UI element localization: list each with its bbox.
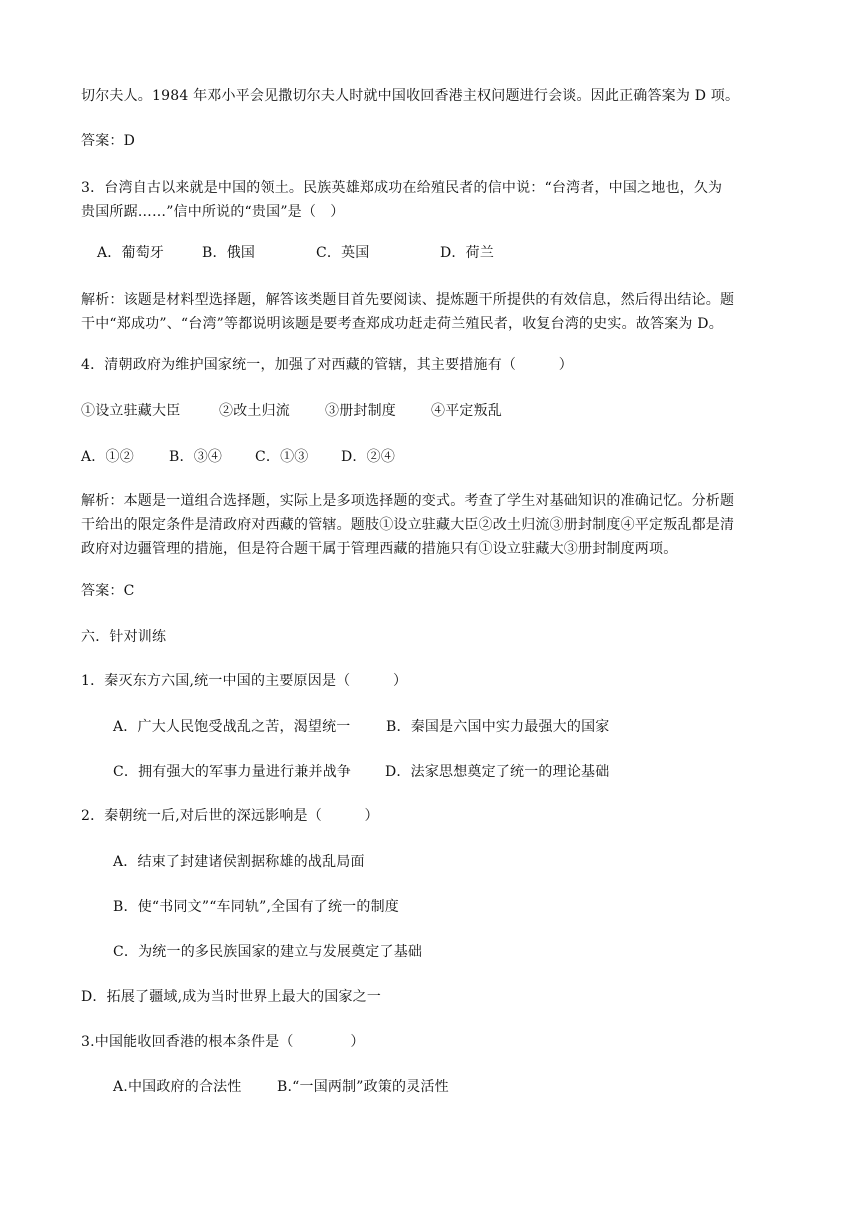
q4-options [81,446,395,468]
q4-analysis-line3: 政府对边疆管理的措施，但是符合题干属于管理西藏的措施只有①设立驻藏大③册封制度两项。 [81,541,678,557]
practice-3-options [113,1076,449,1098]
q3-option-c: C．英国 [316,245,370,261]
q4-option-b: B．③④ [169,449,223,465]
q4-stem: 4．清朝政府为维护国家统一，加强了对西藏的管辖，其主要措施有（ ） [81,357,573,373]
q4-item-2: ②改土归流 [219,403,290,419]
q4-answer: 答案：C [81,583,135,599]
q3-option-d: D．荷兰 [440,245,495,261]
practice-1-stem: 1．秦灭东方六国,统一中国的主要原因是（ ） [81,673,408,689]
practice-1-option-a: A．广大人民饱受战乱之苦，渴望统一 [113,719,351,735]
practice-1-option-b: B．秦国是六国中实力最强大的国家 [386,719,610,735]
practice-2-stem: 2．秦朝统一后,对后世的深远影响是（ ） [81,808,379,824]
practice-2-option-b: B．使“书同文”“车同轨”,全国有了统一的制度 [113,899,399,915]
practice-3-option-a: A.中国政府的合法性 [113,1079,242,1095]
q3-stem-line1: 3．台湾自古以来就是中国的领土。民族英雄郑成功在给殖民者的信中说：“台湾者，中国之地也，久为 [81,180,723,196]
practice-1-option-d: D．法家思想奠定了统一的理论基础 [385,764,610,780]
q4-item-3: ③册封制度 [325,403,396,419]
practice-3-stem: 3.中国能收回香港的根本条件是（ ） [81,1034,365,1050]
q4-option-a: A．①② [81,449,134,465]
q3-stem-line2: 贵国所踞……”信中所说的“贵国”是（ ） [81,204,345,220]
q4-option-c: C．①③ [255,449,309,465]
q4-analysis-line1: 解析：本题是一道组合选择题，实际上是多项选择题的变式。考查了学生对基础知识的准确记忆。分析题 [81,493,735,509]
q3-analysis-line1: 解析：该题是材料型选择题，解答该类题目首先要阅读、提炼题干所提供的有效信息，然后得出结论。题 [81,292,735,308]
q4-item-4: ④平定叛乱 [431,403,502,419]
practice-1-options-row1 [113,716,610,738]
q4-analysis-line2: 干给出的限定条件是清政府对西藏的管辖。题肢①设立驻藏大臣②改土归流③册封制度④平定叛乱都是清 [81,517,735,533]
practice-1-options-row2 [113,761,609,783]
q2-explanation-tail: 切尔夫人。1984 年邓小平会见撒切尔夫人时就中国收回香港主权问题进行会谈。因此正确答案为 D 项。 [81,88,740,104]
q4-items [81,400,502,422]
q3-analysis-line2: 干中“郑成功”、“台湾”等都说明该题是要考查郑成功赶走荷兰殖民者，收复台湾的史实。故答案为 D。 [81,316,723,332]
q4-option-d: D．②④ [341,449,396,465]
practice-2-option-c: C．为统一的多民族国家的建立与发展奠定了基础 [113,944,423,960]
q2-answer: 答案：D [81,133,136,149]
q3-option-b: B．俄国 [202,245,256,261]
practice-2-option-a: A．结束了封建诸侯割据称雄的战乱局面 [113,854,365,870]
q4-item-1: ①设立驻藏大臣 [81,403,181,419]
section-title: 六．针对训练 [81,629,167,645]
practice-1-option-c: C．拥有强大的军事力量进行兼并战争 [113,764,352,780]
practice-2-option-d: D．拓展了疆域,成为当时世界上最大的国家之一 [81,989,382,1005]
q3-options [97,242,494,264]
q3-option-a: A．葡萄牙 [97,245,165,261]
practice-3-option-b: B.“一国两制”政策的灵活性 [277,1079,449,1095]
